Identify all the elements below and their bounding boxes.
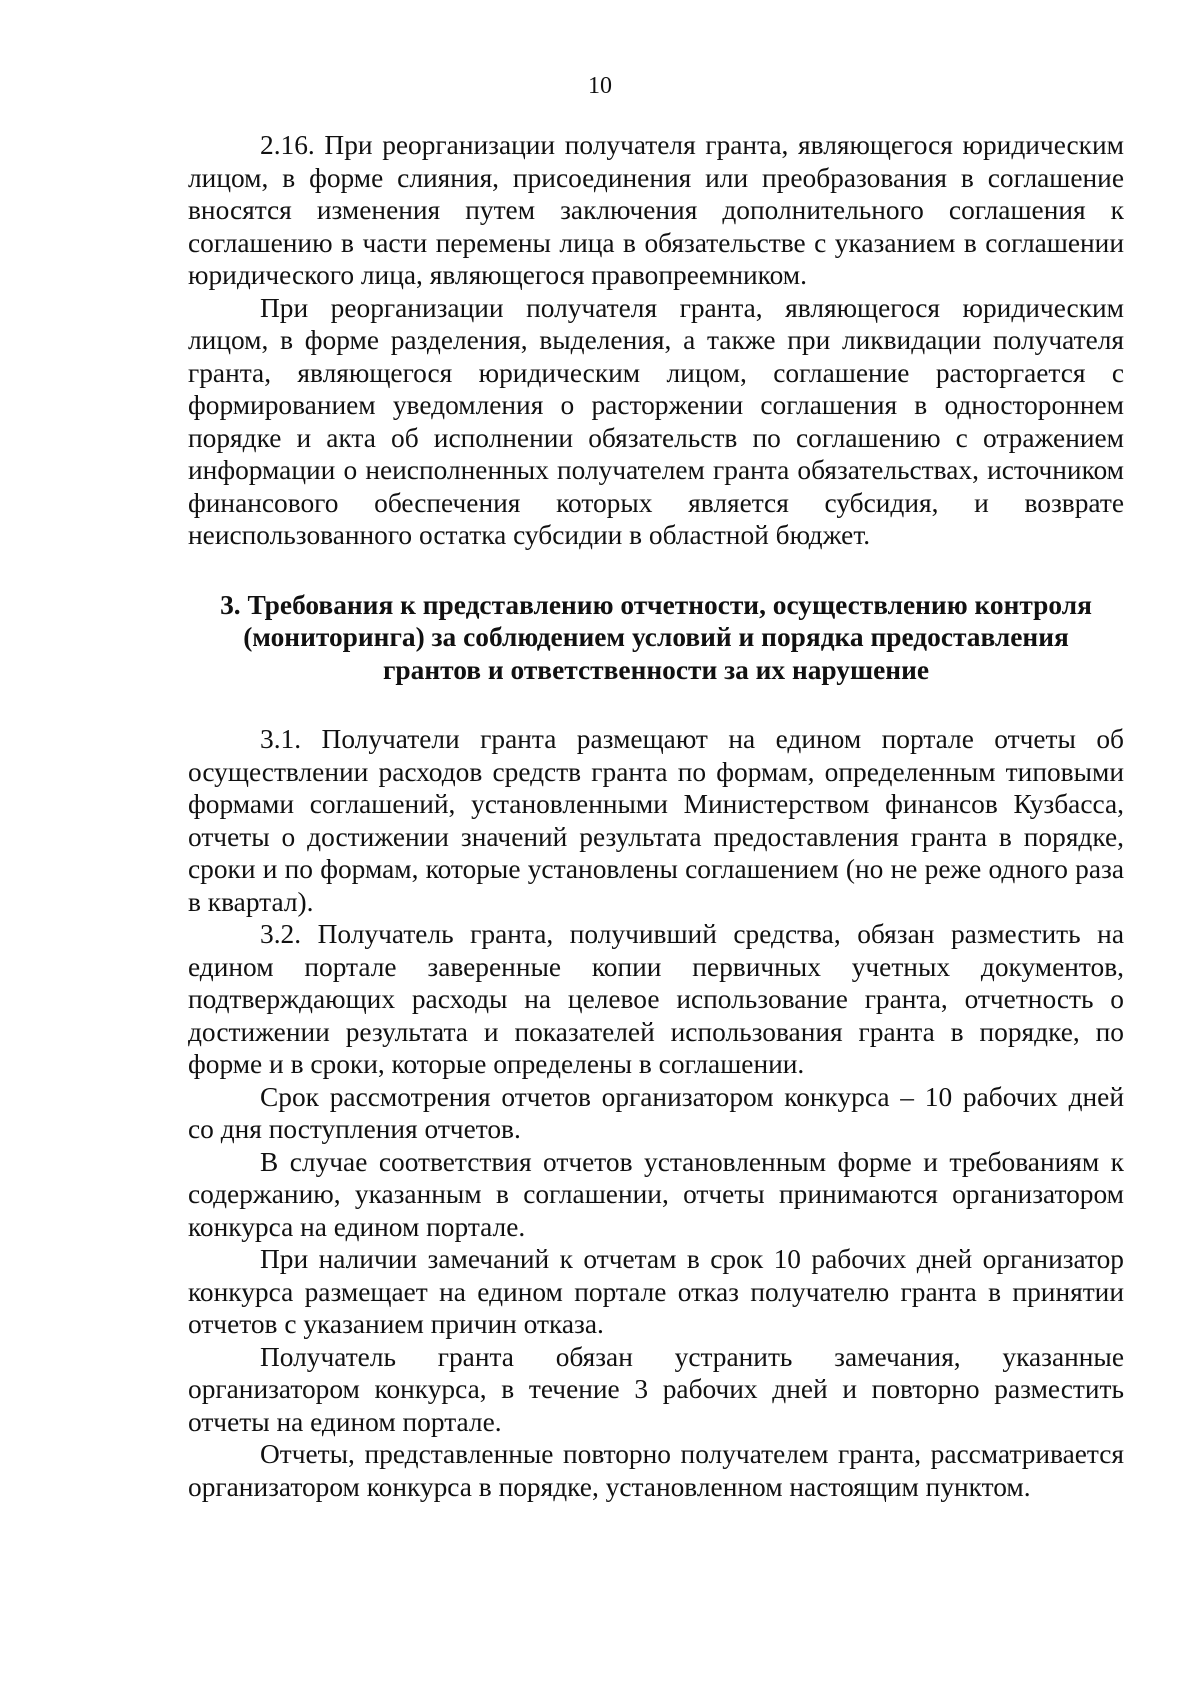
paragraph-resubmitted-reports: Отчеты, представленные повторно получателем гранта, рассматривается организатором конкурса в порядке, установленном настоящим пунктом. xyxy=(188,1439,1124,1502)
paragraph-2-16: 2.16. При реорганизации получателя гранта, являющегося юридическим лицом, в форме слияния, присоединения или преобразования в соглашение вносятся изменения путем заключения дополнительного соглашения к соглашению в части перемены лица в обязательстве с указанием в соглашении юридического лица, являющегося правопреемником. xyxy=(188,130,1124,290)
document-body xyxy=(188,129,1124,1503)
paragraph-3-2: 3.2. Получатель гранта, получивший средства, обязан разместить на едином портале заверенные копии первичных учетных документов, подтверждающих расходы на целевое использование гранта, отчетность о достижении результата и показателей использования гранта в порядке, по форме и в сроки, которые определены в соглашении. xyxy=(188,919,1124,1079)
paragraph-reports-accepted: В случае соответствия отчетов установленным форме и требованиям к содержанию, указанным в соглашении, отчеты принимаются организатором конкурса на едином портале. xyxy=(188,1146,1124,1242)
paragraph-review-period: Срок рассмотрения отчетов организатором конкурса – 10 рабочих дней со дня поступления отчетов. xyxy=(188,1081,1124,1144)
paragraph-fix-remarks: Получатель гранта обязан устранить замечания, указанные организатором конкурса, в течение 3 рабочих дней и повторно разместить отчеты на едином портале. xyxy=(188,1341,1124,1437)
page-number: 10 xyxy=(588,73,612,99)
paragraph-3-1: 3.1. Получатели гранта размещают на едином портале отчеты об осуществлении расходов средств гранта по формам, определенным типовыми формами соглашений, установленными Министерством финансов Кузбасса, отчеты о достижении значений результата предоставления гранта в порядке, сроки и по формам, которые установлены соглашением (но не реже одного раза в квартал). xyxy=(188,724,1124,917)
section-3-heading: 3. Требования к представлению отчетности, осуществлению контроля (мониторинга) за соблюдением условий и порядка предоставления грантов и ответственности за их нарушение xyxy=(220,589,1092,685)
paragraph-2-16-reorganization: При реорганизации получателя гранта, являющегося юридическим лицом, в форме разделения, выделения, а также при ликвидации получателя гранта, являющегося юридическим лицом, соглашение расторгается с формированием уведомления о расторжении соглашения в одностороннем порядке и акта об исполнении обязательств по соглашению с отражением информации о неисполненных получателем гранта обязательствах, источником финансового обеспечения которых является субсидия, и возврате неиспользованного остатка субсидии в областной бюджет. xyxy=(188,292,1124,550)
paragraph-remarks: При наличии замечаний к отчетам в срок 10 рабочих дней организатор конкурса размещает на едином портале отказ получателю гранта в принятии отчетов с указанием причин отказа. xyxy=(188,1244,1124,1339)
